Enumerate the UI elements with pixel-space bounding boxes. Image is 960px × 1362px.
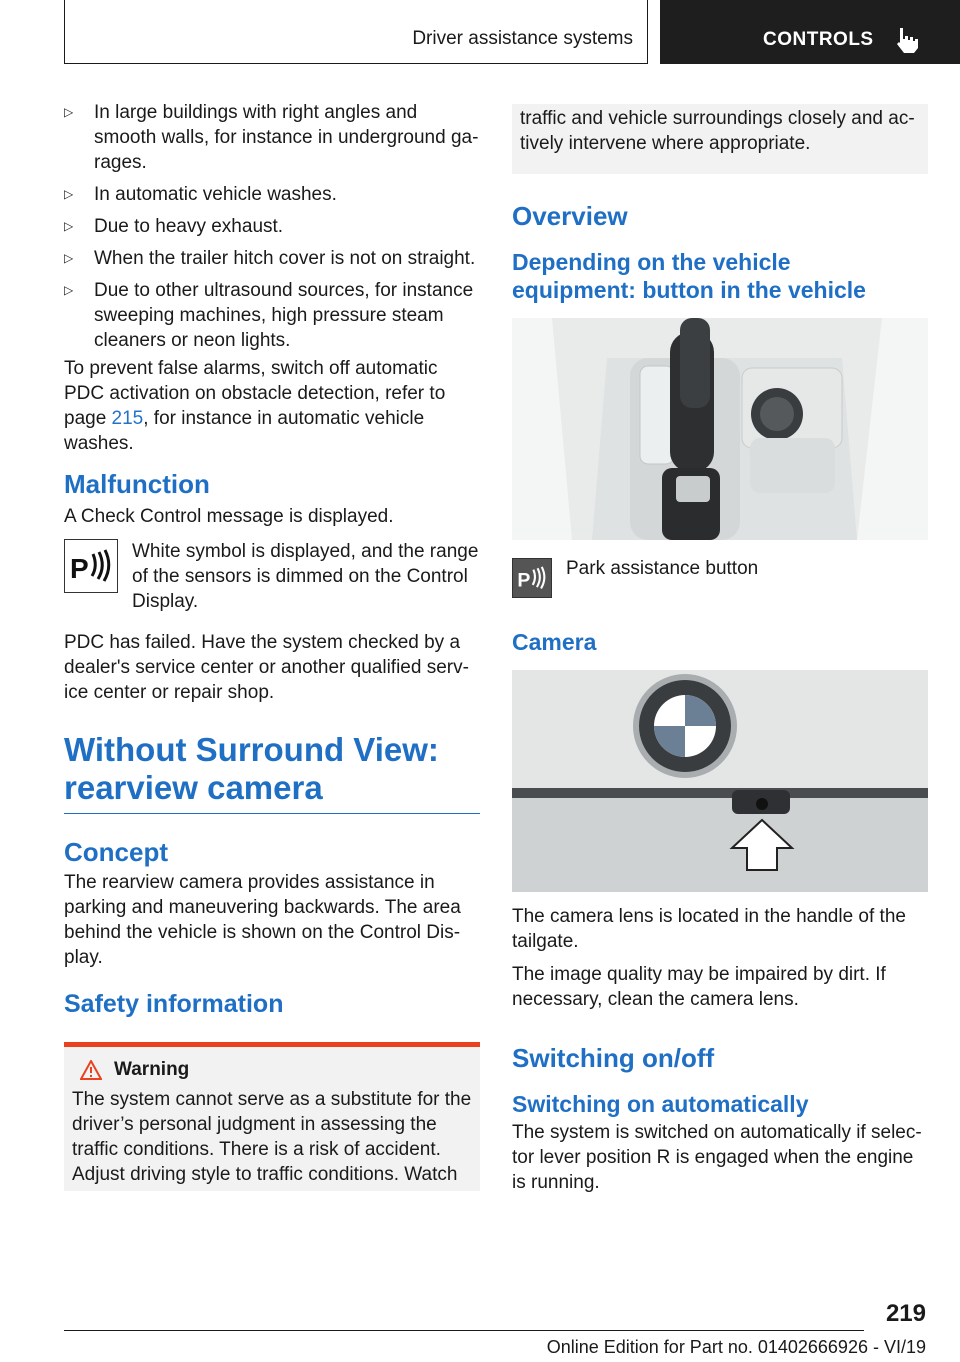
svg-text:P: P: [70, 553, 89, 584]
false-alarm-paragraph: To prevent false alarms, switch off automatic PDC activation on obstacle detection, refer to page 215, for instance in automatic vehicle washes.: [64, 358, 446, 454]
pdc-symbol-icon: [64, 539, 118, 593]
camera-quality-text: The image quality may be impaired by dirt. If necessary, clean the camera lens.: [512, 964, 886, 1010]
warning-continuation: traffic and vehicle surroundings closely and ac-tively intervene where appropriate.: [512, 104, 928, 174]
malfunction-icon-row: [64, 539, 480, 614]
park-button-label: Park assistance button: [566, 558, 759, 579]
list-item: ▷ In automatic vehicle washes.: [64, 184, 337, 205]
header-section-tab: [64, 0, 648, 64]
malfunction-icon-text: White symbol is displayed, and the range of the sensors is dimmed on the Control Display.: [132, 541, 479, 612]
footer-divider: [64, 1330, 864, 1331]
safety-heading: Safety information: [64, 990, 284, 1018]
triangle-bullet-icon: ▷: [64, 187, 74, 201]
concept-heading: Concept: [64, 837, 168, 867]
triangle-bullet-icon: ▷: [64, 105, 74, 119]
overview-heading: Overview: [512, 201, 628, 231]
list-item: ▷ Due to other ultrasound sources, for instance sweeping machines, high pressure steam cleaners or neon lights.: [64, 280, 474, 351]
center-console-image: [512, 318, 928, 540]
auto-switching-text: The system is switched on automatically if selec-tor lever position R is engaged when the engine is running.: [512, 1122, 922, 1193]
list-item: ▷ In large buildings with right angles and smooth walls, for instance in underground ga-rages.: [64, 102, 479, 173]
rearview-camera-image: [512, 670, 928, 892]
camera-location-text: The camera lens is located in the handle of the tailgate.: [512, 906, 906, 952]
camera-heading: Camera: [512, 629, 597, 655]
page-link[interactable]: 215: [111, 408, 144, 429]
triangle-bullet-icon: ▷: [64, 283, 74, 297]
park-assistance-icon: [512, 558, 552, 598]
warning-text: The system cannot serve as a substitute for the driver’s personal judgment in assessing the traffic conditions. There is a risk of accident. Adjust driving style to traffic conditions. Watch: [72, 1089, 472, 1185]
switching-heading: Switching on/off: [512, 1043, 715, 1073]
page-number: 219: [885, 1300, 926, 1327]
malfunction-text: A Check Control message is displayed.: [64, 506, 394, 527]
triangle-bullet-icon: ▷: [64, 219, 74, 233]
concept-text: The rearview camera provides assistance in parking and maneuvering backwards. The area behind the vehicle is shown on the Control Dis-play.: [64, 872, 461, 968]
conditions-list: [64, 100, 480, 353]
section-divider: [64, 813, 480, 814]
hand-pointer-icon: [894, 26, 920, 54]
warning-title: Warning: [80, 1059, 474, 1081]
header-chapter-title: CONTROLS: [763, 29, 874, 50]
right-column: [512, 104, 928, 1195]
header-section-title: Driver assistance systems: [412, 28, 633, 49]
auto-switching-heading: Switching on automatically: [512, 1091, 809, 1117]
button-heading: Depending on the vehicle equipment: button in the vehicle: [512, 249, 866, 303]
header-chapter-tab: [660, 0, 960, 64]
edition-text: Online Edition for Part no. 01402666926 - VI/19: [546, 1337, 926, 1357]
list-item: ▷ Due to heavy exhaust.: [64, 216, 284, 237]
section-heading: Without Surround View: rearview camera: [64, 731, 439, 806]
pdc-failed-text: PDC has failed. Have the system checked by a dealer's service center or another qualified serv-ice center or repair shop.: [64, 632, 469, 703]
list-item: ▷ When the trailer hitch cover is not on straight.: [64, 248, 476, 269]
warning-triangle-icon: [80, 1060, 102, 1080]
malfunction-heading: Malfunction: [64, 469, 210, 499]
park-button-row: [512, 558, 928, 598]
warning-box: [64, 1042, 480, 1191]
triangle-bullet-icon: ▷: [64, 251, 74, 265]
svg-text:P: P: [517, 569, 531, 592]
left-column: [64, 100, 480, 1191]
